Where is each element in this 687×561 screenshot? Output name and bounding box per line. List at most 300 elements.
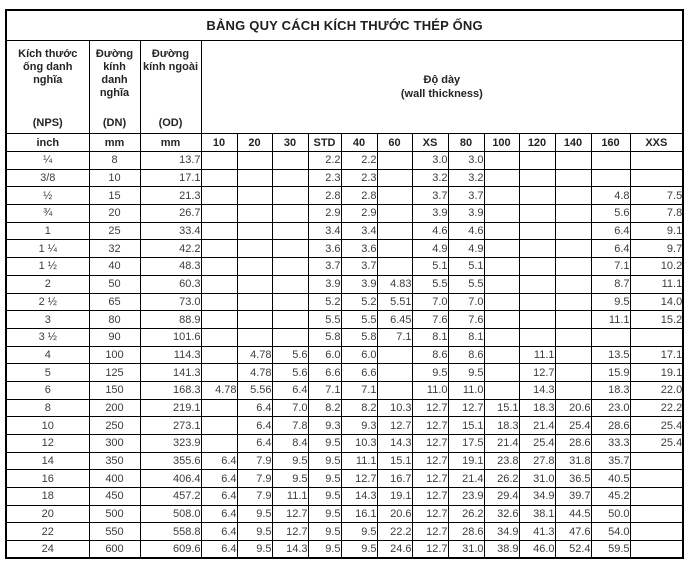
thickness-cell — [555, 275, 591, 293]
nps-cell: ¼ — [6, 152, 89, 170]
dn-column-header — [89, 41, 140, 134]
od-cell: 609.6 — [140, 541, 201, 559]
thickness-cell: 28.6 — [555, 435, 591, 453]
table-row — [6, 205, 683, 223]
nps-cell: 24 — [6, 541, 89, 559]
pipe-table-body — [6, 152, 683, 559]
schedule-column-header: 80 — [448, 134, 484, 152]
thickness-cell: 5.8 — [308, 328, 341, 346]
thickness-cell: 9.7 — [630, 240, 683, 258]
od-cell: 33.4 — [140, 222, 201, 240]
thickness-cell: 7.8 — [630, 205, 683, 223]
od-cell: 508.0 — [140, 505, 201, 523]
thickness-cell: 2.2 — [341, 152, 377, 170]
thickness-cell: 6.45 — [377, 311, 412, 329]
thickness-cell: 40.5 — [591, 470, 630, 488]
thickness-cell: 7.9 — [237, 452, 272, 470]
thickness-cell: 9.3 — [308, 417, 341, 435]
thickness-cell: 14.0 — [630, 293, 683, 311]
thickness-cell — [484, 169, 519, 187]
table-row — [6, 293, 683, 311]
thickness-cell: 25.4 — [555, 417, 591, 435]
thickness-cell — [237, 328, 272, 346]
thickness-cell: 11.0 — [412, 381, 448, 399]
table-row — [6, 275, 683, 293]
thickness-cell — [201, 258, 237, 276]
thickness-cell: 19.1 — [630, 364, 683, 382]
nps-cell: 16 — [6, 470, 89, 488]
thickness-cell: 26.2 — [484, 470, 519, 488]
thickness-cell: 9.5 — [341, 523, 377, 541]
thickness-cell: 3.9 — [412, 205, 448, 223]
thickness-cell: 17.5 — [448, 435, 484, 453]
table-row — [6, 328, 683, 346]
thickness-cell: 38.9 — [484, 541, 519, 559]
od-cell: 219.1 — [140, 399, 201, 417]
thickness-cell — [272, 240, 308, 258]
thickness-cell: 35.7 — [591, 452, 630, 470]
thickness-cell: 7.1 — [341, 381, 377, 399]
units-and-schedule-row — [6, 134, 683, 152]
thickness-cell: 7.9 — [237, 488, 272, 506]
thickness-cell — [201, 169, 237, 187]
dn-cell: 50 — [89, 275, 140, 293]
dn-cell: 250 — [89, 417, 140, 435]
thickness-cell: 11.1 — [591, 311, 630, 329]
thickness-cell — [377, 187, 412, 205]
thickness-cell — [630, 152, 683, 170]
thickness-cell — [555, 222, 591, 240]
thickness-cell — [555, 205, 591, 223]
thickness-cell: 6.4 — [237, 399, 272, 417]
thickness-cell — [201, 275, 237, 293]
thickness-cell: 52.4 — [555, 541, 591, 559]
dn-cell: 600 — [89, 541, 140, 559]
nps-cell: 22 — [6, 523, 89, 541]
thickness-cell — [519, 258, 555, 276]
schedule-column-header: 10 — [201, 134, 237, 152]
thickness-cell: 8.6 — [448, 346, 484, 364]
thickness-cell: 12.7 — [412, 505, 448, 523]
thickness-cell — [201, 222, 237, 240]
thickness-cell: 3.7 — [448, 187, 484, 205]
dn-cell: 350 — [89, 452, 140, 470]
thickness-cell — [519, 293, 555, 311]
thickness-cell: 34.9 — [484, 523, 519, 541]
thickness-cell: 7.1 — [308, 381, 341, 399]
thickness-cell: 26.2 — [448, 505, 484, 523]
thickness-cell: 41.3 — [519, 523, 555, 541]
nps-cell: 2 ½ — [6, 293, 89, 311]
thickness-cell: 59.5 — [591, 541, 630, 559]
nps-column-header — [6, 41, 89, 134]
thickness-cell — [201, 435, 237, 453]
title-row — [6, 10, 683, 41]
wall-thickness-title: Độ dày — [423, 74, 461, 86]
thickness-cell — [201, 205, 237, 223]
thickness-cell — [519, 169, 555, 187]
thickness-cell: 9.5 — [237, 523, 272, 541]
wall-thickness-header — [201, 41, 683, 134]
thickness-cell: 8.7 — [591, 275, 630, 293]
thickness-cell — [484, 328, 519, 346]
thickness-cell: 8.1 — [448, 328, 484, 346]
thickness-cell: 6.4 — [201, 541, 237, 559]
table-row — [6, 470, 683, 488]
od-cell: 13.7 — [140, 152, 201, 170]
thickness-cell: 6.4 — [201, 470, 237, 488]
thickness-cell: 3.0 — [412, 152, 448, 170]
thickness-cell — [484, 222, 519, 240]
thickness-cell: 17.1 — [630, 346, 683, 364]
thickness-cell: 8.4 — [272, 435, 308, 453]
thickness-cell: 24.6 — [377, 541, 412, 559]
dn-cell: 90 — [89, 328, 140, 346]
table-row — [6, 452, 683, 470]
thickness-cell: 6.4 — [272, 381, 308, 399]
dn-cell: 32 — [89, 240, 140, 258]
table-row — [6, 222, 683, 240]
table-row — [6, 523, 683, 541]
thickness-cell — [272, 222, 308, 240]
thickness-cell: 9.3 — [341, 417, 377, 435]
thickness-cell: 7.0 — [448, 293, 484, 311]
thickness-cell: 5.2 — [341, 293, 377, 311]
thickness-cell: 6.4 — [591, 240, 630, 258]
nps-header-title: Kích thước ống danh nghĩa — [18, 48, 78, 86]
thickness-cell: 12.7 — [412, 417, 448, 435]
nps-cell: 4 — [6, 346, 89, 364]
thickness-cell: 4.83 — [377, 275, 412, 293]
thickness-cell: 4.78 — [237, 364, 272, 382]
thickness-cell: 33.3 — [591, 435, 630, 453]
thickness-cell: 3.7 — [412, 187, 448, 205]
schedule-column-header: XS — [412, 134, 448, 152]
thickness-cell: 5.5 — [308, 311, 341, 329]
thickness-cell: 7.6 — [412, 311, 448, 329]
thickness-cell — [237, 152, 272, 170]
thickness-cell — [630, 541, 683, 559]
thickness-cell — [519, 222, 555, 240]
thickness-cell: 6.4 — [201, 488, 237, 506]
thickness-cell: 3.9 — [448, 205, 484, 223]
table-row — [6, 364, 683, 382]
od-cell: 273.1 — [140, 417, 201, 435]
thickness-cell: 8.2 — [341, 399, 377, 417]
thickness-cell: 12.7 — [341, 470, 377, 488]
dn-cell: 500 — [89, 505, 140, 523]
thickness-cell: 12.7 — [412, 488, 448, 506]
thickness-cell — [630, 169, 683, 187]
dn-cell: 125 — [89, 364, 140, 382]
thickness-cell: 4.8 — [591, 187, 630, 205]
thickness-cell: 5.51 — [377, 293, 412, 311]
od-cell: 42.2 — [140, 240, 201, 258]
thickness-cell: 6.4 — [201, 523, 237, 541]
thickness-cell: 18.3 — [484, 417, 519, 435]
thickness-cell: 9.5 — [237, 541, 272, 559]
thickness-cell — [201, 311, 237, 329]
thickness-cell — [519, 275, 555, 293]
thickness-cell: 21.4 — [484, 435, 519, 453]
thickness-cell — [484, 275, 519, 293]
nps-cell: 3 — [6, 311, 89, 329]
od-cell: 88.9 — [140, 311, 201, 329]
thickness-cell — [237, 293, 272, 311]
thickness-cell — [519, 152, 555, 170]
table-row — [6, 187, 683, 205]
thickness-cell: 14.3 — [377, 435, 412, 453]
thickness-cell: 10.3 — [377, 399, 412, 417]
thickness-cell: 16.7 — [377, 470, 412, 488]
thickness-cell: 7.8 — [272, 417, 308, 435]
thickness-cell: 21.4 — [519, 417, 555, 435]
thickness-cell: 9.5 — [308, 505, 341, 523]
nps-cell: 6 — [6, 381, 89, 399]
thickness-cell: 5.8 — [341, 328, 377, 346]
thickness-cell: 9.5 — [448, 364, 484, 382]
thickness-cell: 9.5 — [308, 435, 341, 453]
thickness-cell: 44.5 — [555, 505, 591, 523]
thickness-cell — [377, 346, 412, 364]
thickness-cell: 5.1 — [448, 258, 484, 276]
thickness-cell — [484, 346, 519, 364]
thickness-cell — [484, 152, 519, 170]
table-row — [6, 505, 683, 523]
thickness-cell — [591, 152, 630, 170]
thickness-cell — [630, 452, 683, 470]
thickness-cell: 19.1 — [448, 452, 484, 470]
thickness-cell — [237, 187, 272, 205]
thickness-cell: 46.0 — [519, 541, 555, 559]
nps-cell: 3 ½ — [6, 328, 89, 346]
thickness-cell — [555, 293, 591, 311]
thickness-cell — [555, 169, 591, 187]
od-cell: 17.1 — [140, 169, 201, 187]
od-column-header — [140, 41, 201, 134]
thickness-cell — [237, 240, 272, 258]
thickness-cell — [484, 311, 519, 329]
thickness-cell: 9.5 — [308, 488, 341, 506]
thickness-cell — [484, 293, 519, 311]
thickness-cell: 8.2 — [308, 399, 341, 417]
thickness-cell — [377, 205, 412, 223]
thickness-cell: 29.4 — [484, 488, 519, 506]
thickness-cell: 12.7 — [412, 523, 448, 541]
thickness-cell: 3.9 — [308, 275, 341, 293]
od-cell: 457.2 — [140, 488, 201, 506]
thickness-cell: 5.6 — [272, 346, 308, 364]
od-unit: mm — [140, 134, 201, 152]
dn-cell: 200 — [89, 399, 140, 417]
thickness-cell: 34.9 — [519, 488, 555, 506]
thickness-cell — [555, 240, 591, 258]
thickness-cell: 12.7 — [448, 399, 484, 417]
od-cell: 355.6 — [140, 452, 201, 470]
od-cell: 141.3 — [140, 364, 201, 382]
thickness-cell: 50.0 — [591, 505, 630, 523]
dn-cell: 15 — [89, 187, 140, 205]
thickness-cell — [201, 187, 237, 205]
thickness-cell: 2.3 — [341, 169, 377, 187]
thickness-cell: 22.2 — [377, 523, 412, 541]
thickness-cell: 18.3 — [591, 381, 630, 399]
thickness-cell: 23.9 — [448, 488, 484, 506]
thickness-cell: 23.8 — [484, 452, 519, 470]
thickness-cell — [630, 488, 683, 506]
thickness-cell: 10.2 — [630, 258, 683, 276]
table-row — [6, 258, 683, 276]
thickness-cell: 12.7 — [412, 399, 448, 417]
thickness-cell — [201, 346, 237, 364]
thickness-cell — [237, 258, 272, 276]
thickness-cell: 25.4 — [630, 417, 683, 435]
od-cell: 406.4 — [140, 470, 201, 488]
thickness-cell: 19.1 — [377, 488, 412, 506]
dn-cell: 8 — [89, 152, 140, 170]
thickness-cell: 11.1 — [272, 488, 308, 506]
thickness-cell — [630, 523, 683, 541]
dn-cell: 10 — [89, 169, 140, 187]
thickness-cell: 4.78 — [201, 381, 237, 399]
table-row — [6, 152, 683, 170]
dn-cell: 25 — [89, 222, 140, 240]
thickness-cell: 12.7 — [412, 470, 448, 488]
thickness-cell — [555, 364, 591, 382]
thickness-cell: 2.2 — [308, 152, 341, 170]
nps-cell: 1 ½ — [6, 258, 89, 276]
thickness-cell: 11.1 — [341, 452, 377, 470]
nps-cell: 1 — [6, 222, 89, 240]
thickness-cell: 5.5 — [448, 275, 484, 293]
od-cell: 323.9 — [140, 435, 201, 453]
table-row — [6, 240, 683, 258]
thickness-cell: 9.1 — [630, 222, 683, 240]
thickness-cell: 11.1 — [630, 275, 683, 293]
schedule-column-header: 40 — [341, 134, 377, 152]
thickness-cell: 2.3 — [308, 169, 341, 187]
thickness-cell: 9.5 — [308, 452, 341, 470]
thickness-cell: 14.3 — [519, 381, 555, 399]
nps-unit: inch — [6, 134, 89, 152]
nps-cell: ½ — [6, 187, 89, 205]
thickness-cell — [272, 258, 308, 276]
thickness-cell: 7.5 — [630, 187, 683, 205]
thickness-cell — [591, 328, 630, 346]
thickness-cell: 15.1 — [484, 399, 519, 417]
thickness-cell: 3.9 — [341, 275, 377, 293]
thickness-cell: 9.5 — [308, 470, 341, 488]
od-cell: 60.3 — [140, 275, 201, 293]
dn-header-code: (DN) — [102, 117, 127, 129]
thickness-cell — [555, 381, 591, 399]
nps-cell: 12 — [6, 435, 89, 453]
thickness-cell: 9.5 — [308, 523, 341, 541]
thickness-cell: 9.5 — [272, 452, 308, 470]
wall-thickness-subtitle: (wall thickness) — [400, 88, 483, 100]
thickness-cell: 15.2 — [630, 311, 683, 329]
thickness-cell — [237, 275, 272, 293]
thickness-cell — [519, 311, 555, 329]
thickness-cell — [555, 187, 591, 205]
thickness-cell: 12.7 — [519, 364, 555, 382]
pipe-dimension-table — [5, 9, 684, 559]
thickness-cell: 9.5 — [591, 293, 630, 311]
thickness-cell — [377, 240, 412, 258]
thickness-cell: 16.1 — [341, 505, 377, 523]
thickness-cell — [555, 258, 591, 276]
thickness-cell: 2.9 — [308, 205, 341, 223]
schedule-column-header: 20 — [237, 134, 272, 152]
dn-cell: 150 — [89, 381, 140, 399]
thickness-cell: 2.9 — [341, 205, 377, 223]
thickness-cell — [484, 187, 519, 205]
nps-cell: 3/8 — [6, 169, 89, 187]
thickness-cell: 12.7 — [377, 417, 412, 435]
thickness-cell: 45.2 — [591, 488, 630, 506]
thickness-cell: 28.6 — [448, 523, 484, 541]
thickness-cell — [555, 311, 591, 329]
thickness-cell — [201, 399, 237, 417]
thickness-cell: 9.5 — [272, 470, 308, 488]
thickness-cell: 6.4 — [201, 505, 237, 523]
schedule-column-header: 120 — [519, 134, 555, 152]
thickness-cell: 23.0 — [591, 399, 630, 417]
thickness-cell: 3.2 — [448, 169, 484, 187]
thickness-cell: 39.7 — [555, 488, 591, 506]
thickness-cell: 4.6 — [412, 222, 448, 240]
thickness-cell: 7.6 — [448, 311, 484, 329]
thickness-cell: 4.9 — [448, 240, 484, 258]
thickness-cell — [519, 240, 555, 258]
thickness-cell: 32.6 — [484, 505, 519, 523]
thickness-cell: 7.0 — [272, 399, 308, 417]
thickness-cell: 27.8 — [519, 452, 555, 470]
table-row — [6, 541, 683, 559]
thickness-cell: 3.2 — [412, 169, 448, 187]
thickness-cell: 12.7 — [272, 505, 308, 523]
column-header-row — [6, 41, 683, 134]
thickness-cell: 9.5 — [308, 541, 341, 559]
nps-cell: ¾ — [6, 205, 89, 223]
dn-cell: 450 — [89, 488, 140, 506]
thickness-cell: 54.0 — [591, 523, 630, 541]
dn-cell: 300 — [89, 435, 140, 453]
thickness-cell: 6.6 — [341, 364, 377, 382]
thickness-cell: 3.4 — [308, 222, 341, 240]
thickness-cell — [484, 364, 519, 382]
table-row — [6, 311, 683, 329]
thickness-cell: 2.8 — [308, 187, 341, 205]
thickness-cell — [272, 311, 308, 329]
thickness-cell: 22.2 — [630, 399, 683, 417]
schedule-column-header: 160 — [591, 134, 630, 152]
thickness-cell: 12.7 — [412, 541, 448, 559]
thickness-cell: 8.6 — [412, 346, 448, 364]
thickness-cell: 20.6 — [377, 505, 412, 523]
thickness-cell — [237, 311, 272, 329]
thickness-cell: 22.0 — [630, 381, 683, 399]
thickness-cell: 4.6 — [448, 222, 484, 240]
thickness-cell — [377, 381, 412, 399]
thickness-cell: 6.4 — [237, 417, 272, 435]
thickness-cell: 8.1 — [412, 328, 448, 346]
thickness-cell: 5.56 — [237, 381, 272, 399]
table-row — [6, 399, 683, 417]
thickness-cell: 5.6 — [591, 205, 630, 223]
thickness-cell: 31.0 — [519, 470, 555, 488]
nps-cell: 5 — [6, 364, 89, 382]
